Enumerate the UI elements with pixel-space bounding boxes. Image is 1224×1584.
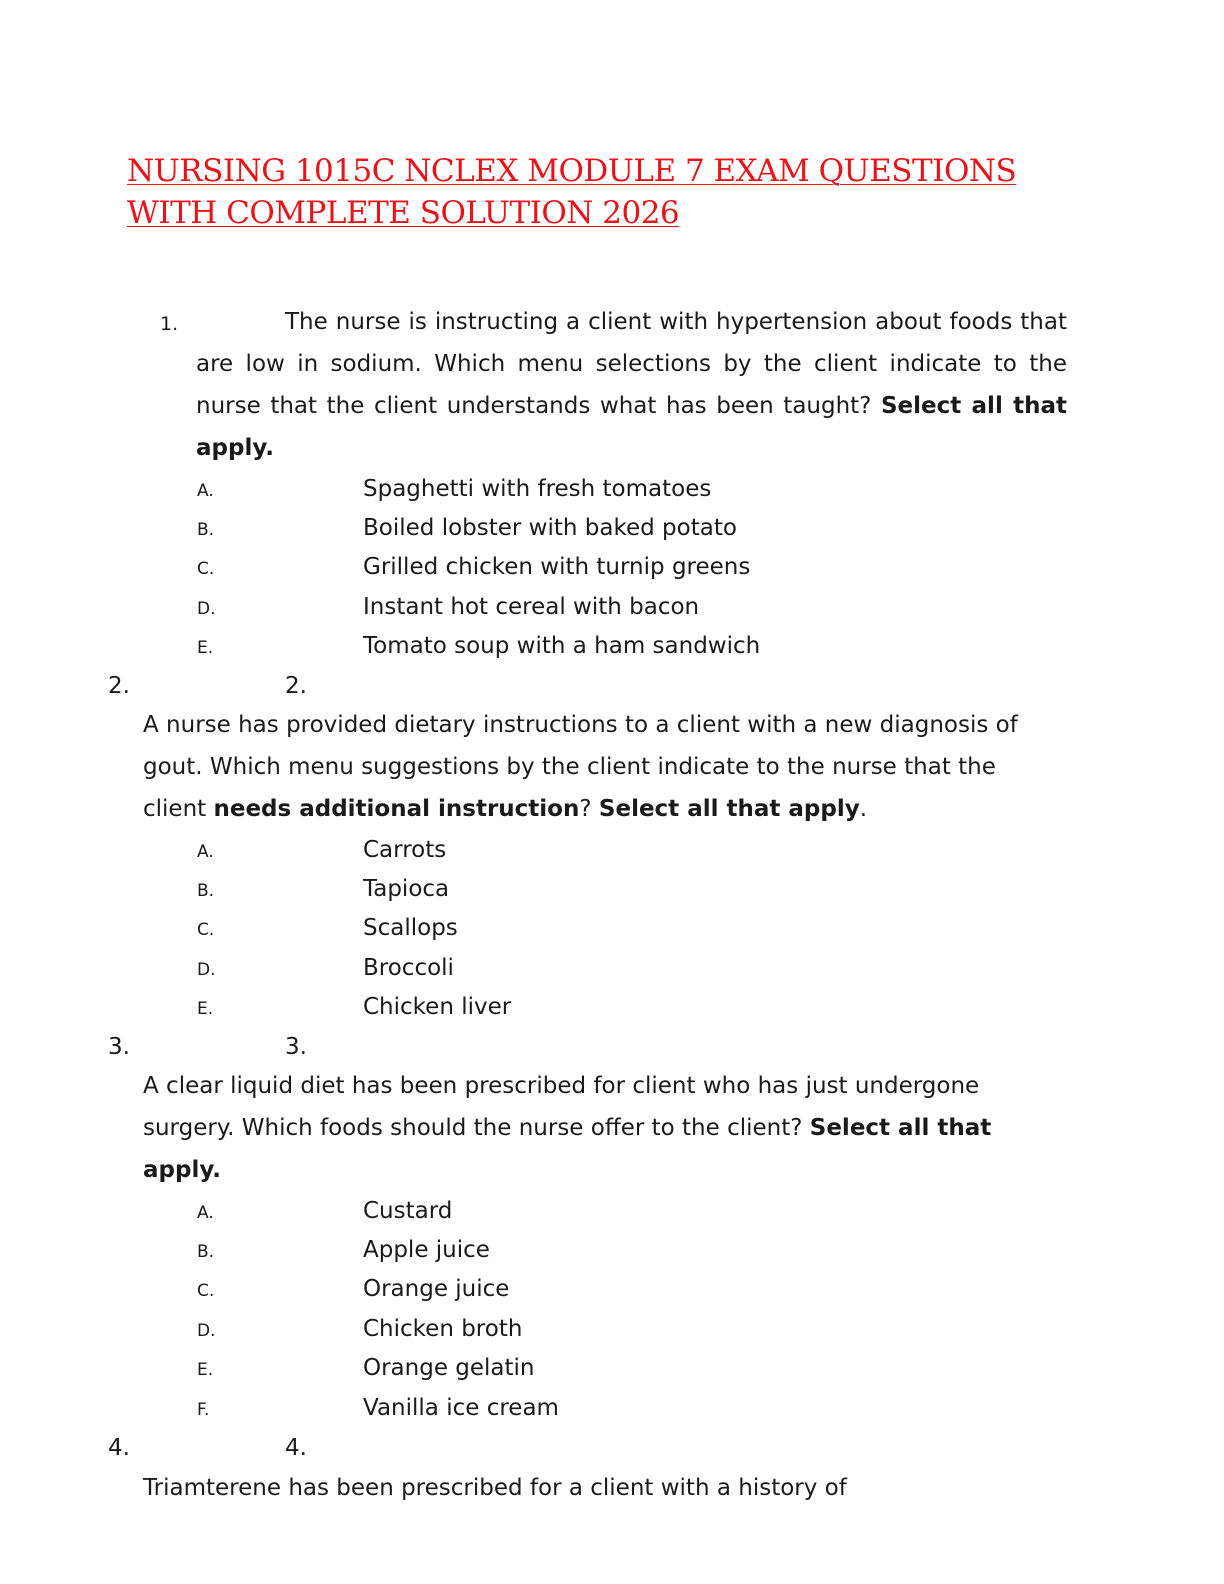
question-1-number: 1.	[160, 313, 179, 335]
question-3-emphasis: Select all that apply.	[143, 1115, 992, 1183]
question-2-number-inner: 2.	[285, 673, 307, 699]
q3-option-a-letter: A.	[197, 1203, 214, 1223]
q2-option-e-text: Chicken liver	[363, 994, 512, 1020]
question-3-number: 3.	[108, 1034, 130, 1060]
q3-option-e-text: Orange gelatin	[363, 1355, 535, 1381]
q2-option-e-letter: E.	[197, 999, 214, 1019]
q1-option-b-text: Boiled lobster with baked potato	[363, 515, 737, 541]
q1-option-d-letter: D.	[197, 599, 216, 619]
q2-option-b-text: Tapioca	[363, 876, 450, 902]
q2-option-a-letter: A.	[197, 842, 214, 862]
q3-option-e-letter: E.	[197, 1360, 214, 1380]
q1-option-e-letter: E.	[197, 638, 214, 658]
question-2-emphasis: Select all that apply	[598, 796, 860, 822]
q3-option-c-letter: C.	[197, 1281, 215, 1301]
q3-option-c-text: Orange juice	[363, 1276, 510, 1302]
question-4-number: 4.	[108, 1435, 130, 1461]
question-2-text: A nurse has provided dietary instructions to a client with a new diagnosis of gout. Which menu suggestions by the client indicate to the nurse that the client needs additional instruction? Select all that apply.	[143, 712, 1018, 822]
q3-option-a-text: Custard	[363, 1198, 453, 1224]
q3-option-f-letter: F.	[197, 1400, 210, 1420]
question-2-bold-a: needs additional instruction	[213, 796, 580, 822]
q1-option-a-text: Spaghetti with fresh tomatoes	[363, 476, 712, 502]
question-2-number: 2.	[108, 673, 130, 699]
q3-option-d-text: Chicken broth	[363, 1316, 523, 1342]
question-3-number-inner: 3.	[285, 1034, 307, 1060]
question-4-number-inner: 4.	[285, 1435, 307, 1461]
question-4-text: Triamterene has been prescribed for a client with a history of	[143, 1475, 847, 1501]
q3-option-f-text: Vanilla ice cream	[363, 1395, 559, 1421]
q2-option-c-text: Scallops	[363, 915, 458, 941]
q2-option-b-letter: B.	[197, 881, 215, 901]
q1-option-d-text: Instant hot cereal with bacon	[363, 594, 700, 620]
question-1-emphasis: Select all that apply.	[196, 393, 1067, 461]
q2-option-d-letter: D.	[197, 960, 216, 980]
question-1-text: The nurse is instructing a client with hypertension about foods that are low in sodium. Which menu selections by the client indicate to the nurse that the client understands what has been taught? Select all that apply.	[196, 309, 1067, 461]
q3-option-b-text: Apple juice	[363, 1237, 490, 1263]
q1-option-b-letter: B.	[197, 520, 215, 540]
document-title: NURSING 1015C NCLEX MODULE 7 EXAM QUESTIONS WITH COMPLETE SOLUTION 2026	[127, 153, 1017, 231]
q1-option-a-letter: A.	[197, 481, 214, 501]
q2-option-c-letter: C.	[197, 920, 215, 940]
q1-option-c-letter: C.	[197, 559, 215, 579]
q2-option-d-text: Broccoli	[363, 955, 454, 981]
question-3-text: A clear liquid diet has been prescribed for client who has just undergone surgery. Which foods should the nurse offer to the client? Select all that apply.	[143, 1073, 992, 1183]
q3-option-d-letter: D.	[197, 1321, 216, 1341]
q3-option-b-letter: B.	[197, 1242, 215, 1262]
q2-option-a-text: Carrots	[363, 837, 447, 863]
q1-option-e-text: Tomato soup with a ham sandwich	[363, 633, 761, 659]
q1-option-c-text: Grilled chicken with turnip greens	[363, 554, 751, 580]
